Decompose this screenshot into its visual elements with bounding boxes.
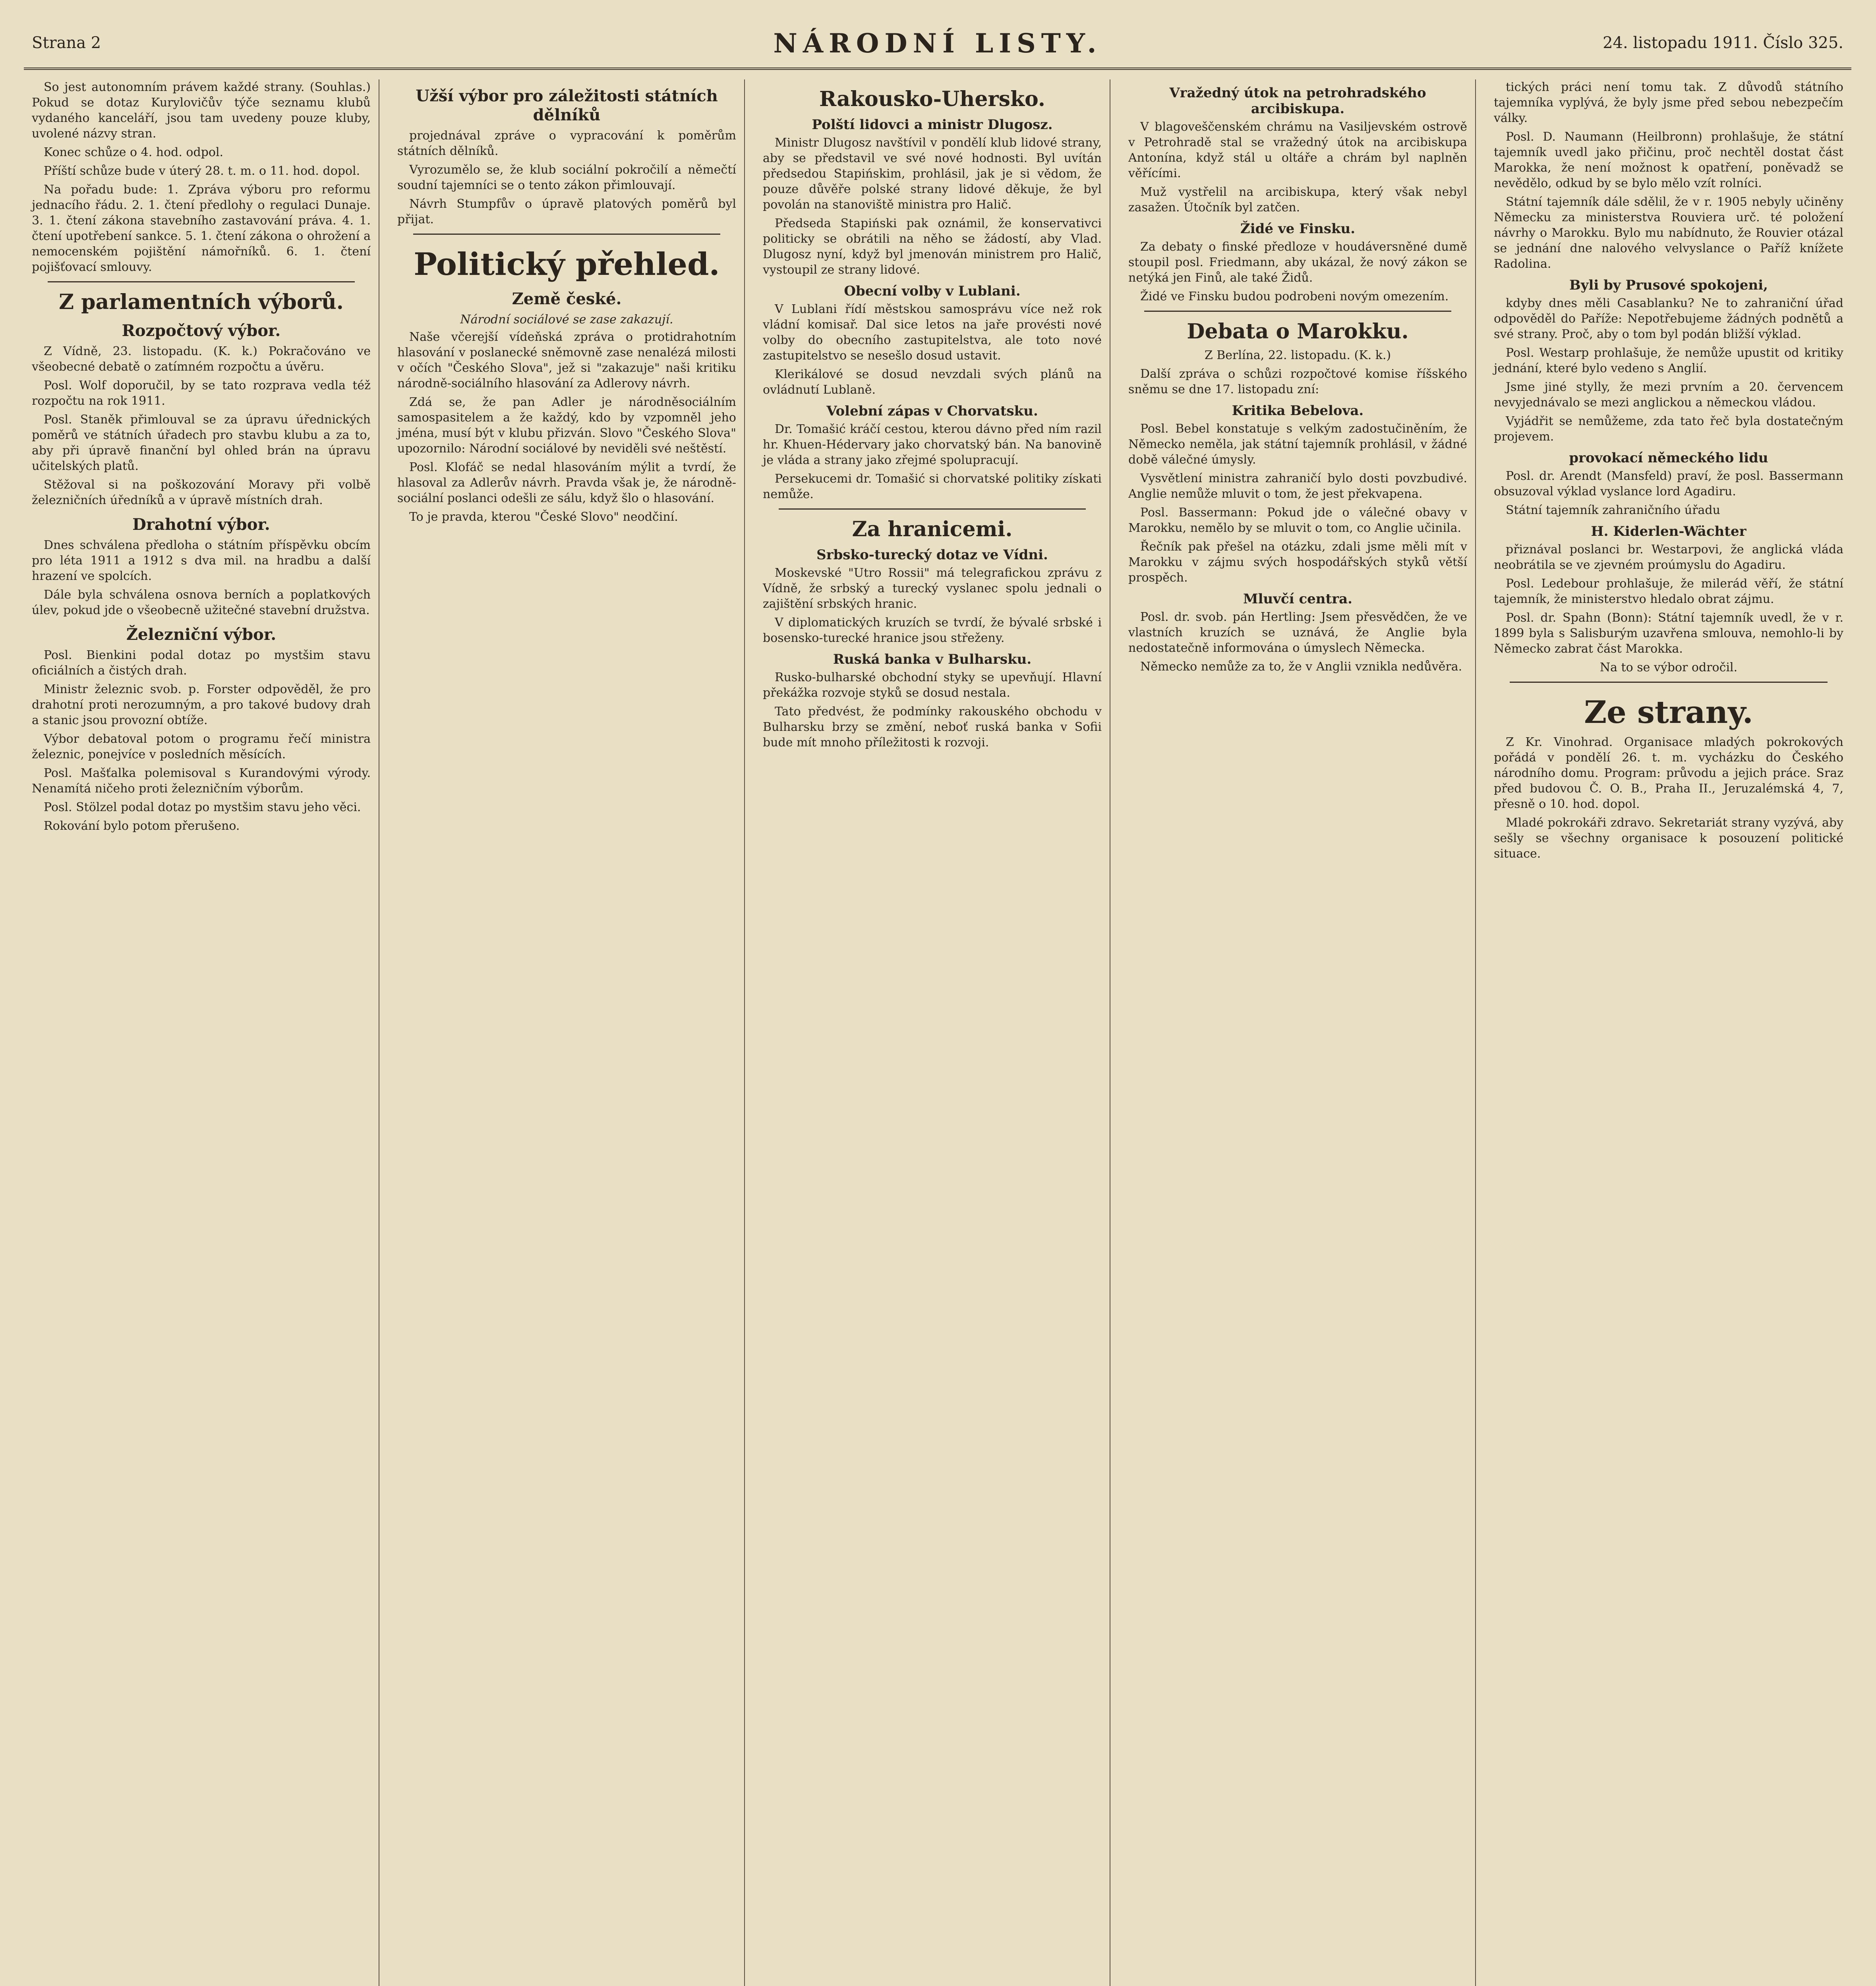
paragraph: Konec schůze o 4. hod. odpol.	[44, 145, 224, 159]
paragraph: So jest autonomním právem každé strany. (Souhlas.) Pokud se dotaz Kurylovičův týče seznamu klubů vydaného kanceláří, jsou tam uvedeny pouze kluby, uvolené názvy stran.	[32, 80, 371, 141]
subsection-heading: Byli by Prusové spokojeni,	[1569, 277, 1768, 293]
subsection-heading: Mluvčí centra.	[1243, 591, 1353, 607]
paragraph: Posl. dr. svob. pán Hertling: Jsem přesvědčen, že ve vlastních kruzích se uznává, že Anglie byla nedostatečně informována o úmyslech Německa.	[1128, 610, 1467, 655]
subsection-heading: Židé ve Finsku.	[1240, 221, 1356, 237]
paragraph: Státní tajemník zahraničního úřadu	[1506, 503, 1720, 517]
paragraph: Německo nemůže za to, že v Anglii vznikla nedůvěra.	[1140, 660, 1462, 674]
section-heading: Vražedný útok na petrohradského arcibiskupa.	[1169, 85, 1426, 117]
paragraph: Stěžoval si na poškozování Moravy při volbě železničních úředníků a v úpravě místních drah.	[32, 478, 371, 507]
subsection-heading: Drahotní výbor.	[132, 515, 270, 534]
paragraph: V blagoveščenském chrámu na Vasiljevském ostrově v Petrohradě stal se vražedný útok na arcibiskupa Antonína, když stál u oltáře a chrám byl naplněn věřícími.	[1128, 120, 1467, 180]
paragraph: přiznával poslanci br. Westarpovi, že anglická vláda neobrátila se ve zjevném proúmyslu do Agadiru.	[1494, 543, 1843, 572]
divider	[779, 508, 1086, 510]
paragraph: Posl. Bebel konstatuje s velkým zadostučiněním, že Německo neměla, jak státní tajemník prohlásil, v žádné době válečné úmysly.	[1128, 422, 1467, 467]
paragraph: Z Vídně, 23. listopadu. (K. k.) Pokračováno ve všeobecné debatě o zatímném rozpočtu a úvěru.	[32, 344, 371, 374]
paragraph: Rusko-bulharské obchodní styky se upevňují. Hlavní překážka rozvoje styků se dosud nestala.	[763, 670, 1102, 700]
section-heading: Z parlamentních výborů.	[59, 290, 344, 314]
column-2	[389, 79, 745, 1986]
column-1	[24, 79, 379, 1986]
paragraph: Rokování bylo potom přerušeno.	[44, 819, 240, 833]
paragraph: Posl. dr. Spahn (Bonn): Státní tajemník uvedl, že v r. 1899 byla s Salisburým uzavřena smlouva, nemohlo-li by Německo zabrat část Marokka.	[1494, 611, 1843, 656]
subsection-heading: Kritika Bebelova.	[1232, 403, 1364, 419]
paragraph: Za debaty o finské předloze v houdáversněné dumě stoupil posl. Friedmann, aby ukázal, že nový zákon se netýká jen Finů, ale také Židů.	[1128, 240, 1467, 285]
page-header	[24, 24, 1851, 70]
dateline: Z Berlína, 22. listopadu. (K. k.)	[1204, 348, 1391, 362]
paragraph: Návrh Stumpfův o úpravě platových poměrů byl přijat.	[397, 197, 736, 226]
paragraph: Posl. Bienkini podal dotaz po mystšim stavu oficiálních a čistých drah.	[32, 648, 371, 678]
paragraph: Posl. Wolf doporučil, by se tato rozprava vedla též rozpočtu na rok 1911.	[32, 379, 371, 408]
column-3	[755, 79, 1110, 1986]
section-heading: Rakousko-Uhersko.	[819, 87, 1045, 111]
divider	[413, 234, 720, 235]
paragraph: Zdá se, že pan Adler je národněsociálním samospasitelem a že každý, kdo by vzpomněl jeho jména, musí být v klubu přizván. Slovo "Českého Slova" upozornilo: Národní sociálové by neviděli své neštěstí.	[397, 395, 736, 456]
section-heading: Ze strany.	[1584, 694, 1753, 730]
paragraph: Z Kr. Vinohrad. Organisace mladých pokrokových pořádá v pondělí 26. t. m. vycházku do Českého národního domu. Program: průvodu a jejich práce. Sraz před budovou Č. O. B., Praha II., Jeruzalémská 4, 7, přesně o 10. hod. dopol.	[1494, 735, 1843, 811]
paragraph: tických práci není tomu tak. Z důvodů státního tajemníka vyplývá, že byly jsme před sebou nebezpečím války.	[1494, 80, 1843, 125]
paragraph: Posl. dr. Arendt (Mansfeld) praví, že posl. Bassermann obsuzoval výklad vyslance lord Agadiru.	[1494, 469, 1843, 498]
paragraph: Příští schůze bude v úterý 28. t. m. o 11. hod. dopol.	[44, 164, 360, 178]
section-heading: Debata o Marokku.	[1187, 319, 1409, 344]
paragraph: Další zpráva o schůzi rozpočtové komise říšského sněmu se dne 17. listopadu zní:	[1128, 367, 1467, 396]
paragraph: V Lublani řídí městskou samosprávu více než rok vládní komisař. Dal sice letos na jaře provésti nové volby do obecního zastupitelstva, ale toto nové zastupitelstvo se nesešlo dosud ustavit.	[763, 302, 1102, 363]
paragraph: Moskevské "Utro Rossii" má telegrafickou zprávu z Vídně, že srbský a turecký vyslanec spolu jednali o zajištění srbských hranic.	[763, 566, 1102, 611]
issue-date: 24. listopadu 1911. Číslo 325.	[1603, 34, 1843, 52]
paragraph: Vyjádřit se nemůžeme, zda tato řeč byla dostatečným projevem.	[1494, 414, 1843, 444]
paragraph: Předseda Stapiński pak oznámil, že konservativci politicky se obrátili na něho se žádostí, aby Vlad. Dlugosz nyní, když byl jmenován ministrem pro Halič, vystoupil ze strany lidové.	[763, 216, 1102, 277]
paragraph: Posl. D. Naumann (Heilbronn) prohlašuje, že státní tajemník uvedl jako přičinu, proč nechtěl dostat část Marokka, že není možnost k opatření, poněvadž se nevědělo, odkud by se bylo mělo vzít rolníci.	[1494, 130, 1843, 190]
column-4	[1120, 79, 1476, 1986]
subsection-heading: Volební zápas v Chorvatsku.	[826, 403, 1038, 419]
subsection-heading: Srbsko-turecký dotaz ve Vídni.	[816, 547, 1048, 563]
paragraph: Státní tajemník dále sdělil, že v r. 1905 nebyly učiněny Německu za ministerstva Rouviera urč. té položení návrhy o Marokku. Bylo mu nabídnuto, že Rouvier otázal se jednání dne nalového velvyslance o Paříž knížete Radolina.	[1494, 195, 1843, 271]
paragraph: Na pořadu bude: 1. Zpráva výboru pro reformu jednacího řádu. 2. 1. čtení předlohy o regulaci Dunaje. 3. 1. čtení zákona stavebního zastavování práva. 4. 1. čtení upotřebení sankce. 5. 1. čtení zákona o ohrožení a nemocenském pojištění námořníků. 6. 1. čtení pojišťovací smlouvy.	[32, 183, 371, 274]
paragraph: Posl. Staněk přimlouval se za úpravu úřednických poměrů ve státních úřadech pro stavbu klubu a za to, aby při úpravě finanční byl ohled brán na úpravu učitelských platů.	[32, 413, 371, 473]
paragraph: V diplomatických kruzích se tvrdí, že bývalé srbské i bosensko-turecké hranice jsou střeženy.	[763, 616, 1102, 645]
paragraph: Dnes schválena předloha o státním příspěvku obcím pro léta 1911 a 1912 s dva mil. na hradbu a další hrazení ve spolcích.	[32, 538, 371, 583]
paragraph: Mladé pokrokáři zdravo. Sekretariát strany vyzývá, aby sešly se všechny organisace k posouzení politické situace.	[1494, 816, 1843, 861]
paragraph: Vyrozumělo se, že klub sociální pokročilí a němečtí soudní tajemníci se o tento zákon přimlouvají.	[397, 163, 736, 192]
paragraph: Naše včerejší vídeňská zpráva o protidrahotním hlasování v poslanecké sněmovně zase nenalézá milosti v očích "Českého Slova", jež si "zakazuje" naši kritiku národně-sociálního hlasování za Adlerovy návrh.	[397, 330, 736, 390]
paragraph: Na to se výbor odročil.	[1599, 661, 1738, 674]
subsection-heading: Rozpočtový výbor.	[122, 321, 281, 340]
paragraph: Posl. Westarp prohlašuje, že nemůže upustit od kritiky jednání, které bylo vedeno s Anglií.	[1494, 346, 1843, 375]
divider	[48, 281, 355, 282]
paragraph: Židé ve Finsku budou podrobeni novým omezením.	[1140, 290, 1449, 303]
paragraph: To je pravda, kterou "České Slovo" neodčiní.	[409, 510, 678, 524]
paragraph: Ministr Dlugosz navštívil v pondělí klub lidové strany, aby se představil ve své nové hodnosti. Byl uvítán předsedou Stapińskim, prohlásil, jak je si vědom, že pouze důvěře polské strany lidové děkuje, že byl povolán na stanoviště ministra pro Halič.	[763, 136, 1102, 212]
section-heading: Užší výbor pro záležitosti státních dělníků	[416, 87, 718, 124]
paragraph: kdyby dnes měli Casablanku? Ne to zahraniční úřad odpověděl do Paříže: Nepotřebujeme žádných podnětů a své strany. Proč, aby o tom byl podán bližší výklad.	[1494, 296, 1843, 341]
column-5	[1486, 79, 1851, 1986]
subsection-heading: provokací německého lidu	[1569, 450, 1768, 466]
article-subtitle: Národní sociálové se zase zakazují.	[460, 313, 673, 326]
subsection-heading: Polští lidovci a ministr Dlugosz.	[812, 117, 1053, 133]
paragraph: Výbor debatoval potom o programu řečí ministra železnic, ponejvíce v posledních měsících.	[32, 732, 371, 761]
paragraph: Muž vystřelil na arcibiskupa, který však nebyl zasažen. Útočník byl zatčen.	[1128, 185, 1467, 214]
subsection-heading: Obecní volby v Lublani.	[844, 283, 1021, 299]
page-number: Strana 2	[32, 34, 101, 52]
paragraph: Posl. Klofáč se nedal hlasováním mýlit a tvrdí, že hlasoval za Adlerův návrh. Pravda však je, že národně-sociální poslanci odešli ze sálu, když šlo o hlasování.	[397, 460, 736, 505]
subsection-heading: Železniční výbor.	[126, 625, 277, 644]
paragraph: Persekucemi dr. Tomašić si chorvatské politiky získati nemůže.	[763, 472, 1102, 501]
paragraph: Řečník pak přešel na otázku, zdali jsme měli mít v Marokku v zájmu svých hospodářských styků větší prospěch.	[1128, 540, 1467, 585]
paragraph: projednával zpráve o vypracování k poměrům státních dělníků.	[397, 129, 736, 158]
paragraph: Jsme jiné stylly, že mezi prvním a 20. červencem nevyjednávalo se mezi anglickou a německou vládou.	[1494, 380, 1843, 410]
paragraph: Posl. Ledebour prohlašuje, že milerád věří, že státní tajemník, že ministerstvo hledalo obrat zájmu.	[1494, 577, 1843, 606]
paragraph: Dr. Tomašić kráčí cestou, kterou dávno před ním razil hr. Khuen-Hédervary jako chorvatský bán. Na banovině je vláda a strany jako zřejmé spolupracují.	[763, 422, 1102, 467]
paragraph: Klerikálové se dosud nevzdali svých plánů na ovládnutí Lublaně.	[763, 367, 1102, 397]
divider	[1510, 682, 1828, 683]
paragraph: Posl. Bassermann: Pokud jde o válečné obavy v Marokku, nemělo by se mluvit o tom, co Anglie učinila.	[1128, 506, 1467, 535]
paragraph: Vysvětlení ministra zahraničí bylo dosti povzbudivé. Anglie nemůže mluvit o tom, že jest překvapena.	[1128, 471, 1467, 501]
section-heading: Za hranicemi.	[852, 517, 1013, 541]
paragraph: Tato předvést, že podmínky rakouského obchodu v Bulharsku brzy se změní, neboť ruská banka v Sofii bude mít mnoho příležitosti k rozvoji.	[763, 705, 1102, 750]
paragraph: Posl. Stölzel podal dotaz po mystšim stavu jeho věci.	[44, 800, 361, 814]
paragraph: Posl. Mašťalka polemisoval s Kurandovými výrody. Nenamítá ničeho proti železničním výborům.	[32, 766, 371, 796]
subsection-heading: H. Kiderlen-Wächter	[1591, 524, 1746, 539]
subsection-heading: Země české.	[512, 290, 622, 308]
paragraph: Ministr železnic svob. p. Forster odpověděl, že pro drahotní proti nerozumným, a pro takové budovy drah a stanic jsou provozní obtíže.	[32, 682, 371, 727]
paragraph: Dále byla schválena osnova berních a poplatkových úlev, pokud jde o všeobecně užitečné stavební družstva.	[32, 588, 371, 617]
masthead: NÁRODNÍ LISTY.	[773, 28, 1102, 59]
divider	[1144, 311, 1451, 312]
subsection-heading: Ruská banka v Bulharsku.	[833, 651, 1032, 667]
section-heading: Politický přehled.	[414, 246, 720, 282]
